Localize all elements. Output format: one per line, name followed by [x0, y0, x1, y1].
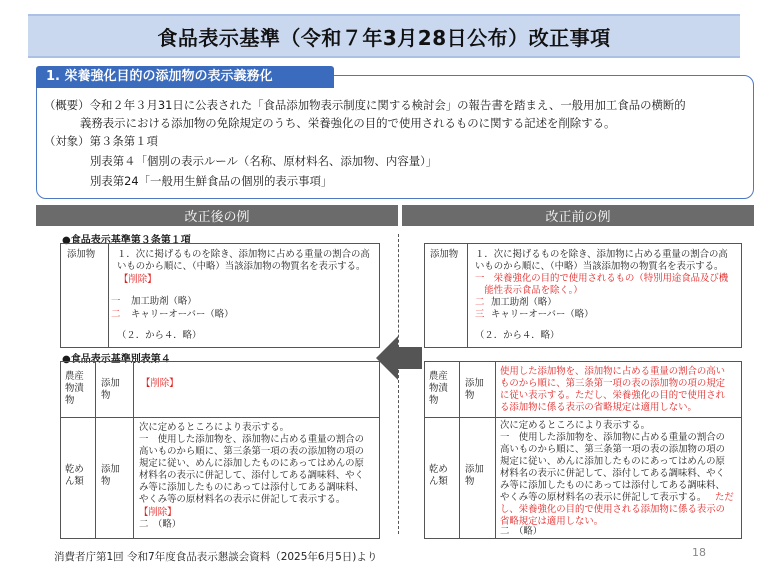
before-t2-row-2-cat-2: ん類	[429, 476, 448, 487]
before-t2-row-1-line-3: に従い表示する。ただし、栄養強化の目的で使用され	[500, 390, 726, 401]
before-t2-row-1-line-1: 使用した添加物を、添加物に占める重量の割合の高い	[500, 366, 726, 377]
before-t1-item-2-num: 三	[475, 309, 485, 320]
before-t1-item-2-text: キャリーオーバー（略）	[491, 309, 594, 320]
footer-source: 消費者庁第1回 令和7年度食品表示懇談会資料（2025年6月5日)より	[54, 551, 378, 563]
section-label: 1. 栄養強化目的の添加物の表示義務化	[36, 66, 334, 88]
before-t2-row-1-label: 添加	[465, 378, 484, 389]
after-t2-row-1-cat-1: 農産	[65, 371, 84, 382]
after-t2-row-2-line-3: 高いものから順に、第三条第一項の表の添加物の項の	[139, 446, 365, 457]
before-t1-item-1-num: 二	[475, 297, 485, 308]
page-number: 18	[692, 546, 706, 559]
before-t2-row-1-cat-1: 農産	[429, 371, 448, 382]
before-t1-line-2: いものから順に、（中略）当該添加物の物質名を表示する。	[475, 261, 724, 272]
after-t2-row-2-label-2: 物	[101, 476, 111, 487]
after-t2-row-2-cat-1: 乾め	[65, 464, 84, 475]
after-t2-row-2-deleted: 【削除】	[139, 507, 177, 518]
after-t1-item-1-num: 一	[111, 296, 121, 307]
before-t2-row-2-line-6: み等に添加したものにあっては添付してある調味料、	[500, 480, 725, 491]
after-t1-line-2: いものから順に、（中略）当該添加物の物質名を表示する。	[117, 261, 366, 272]
before-t2-row-1-line-4: る添加物に係る表示の省略規定は適用しない。	[500, 402, 697, 413]
after-t2-row-2-line-5: 材料名の表示に併記して、添付してある調味料、やく	[139, 470, 364, 481]
after-t2-row-2-last: 二 （略）	[139, 519, 182, 530]
before-table-2	[424, 361, 742, 539]
before-t2-row-2-label-2: 物	[465, 476, 475, 487]
before-t2-row-2-line-1: 次に定めるところにより表示する。	[500, 420, 651, 431]
before-t1-omit: （２．から４．略）	[475, 330, 560, 341]
after-t2-row-2-label: 添加	[101, 464, 120, 475]
before-t2-row-2-red-1: ただ	[715, 492, 734, 503]
before-t2-row-1-cat-2: 物漬	[429, 383, 448, 394]
before-t2-row-1-cat-3: 物	[429, 395, 439, 406]
before-table-1	[424, 243, 742, 348]
after-t2-row-2-line-4: 規定に従い、めんに添加したものにあってはめんの原	[139, 458, 364, 469]
before-t1-item-1-text: 加工助剤（略）	[491, 297, 557, 308]
after-header-label: 改正後の例	[184, 210, 250, 225]
after-table-2	[60, 361, 380, 539]
before-t2-row-2-line-5: 材料名の表示に併記して、添付してある調味料、やく	[500, 468, 725, 479]
before-t2-row-2-line-2: 一 使用した添加物を、添加物に占める重量の割合の	[500, 432, 726, 443]
before-header	[402, 205, 754, 226]
after-t2-row-1-deleted: 【削除】	[141, 378, 179, 389]
after-t1-line-1: １．次に掲げるものを除き、添加物に占める重量の割合の高	[117, 249, 370, 260]
before-header-label: 改正前の例	[545, 210, 611, 225]
before-t2-row-2-red-2: し、栄養強化の目的で使用される添加物に係る表示の	[500, 504, 726, 515]
after-note-2: ●食品表示基準別表第４	[62, 354, 171, 365]
after-t2-row-2-line-2: 一 使用した添加物を、添加物に占める重量の割合の	[139, 434, 365, 445]
after-t1-item-2-text: キャリーオーバー（略）	[131, 309, 234, 320]
before-t2-row-2-line-7: やくみ等の原材料名の表示に併記して表示する。	[500, 492, 707, 503]
before-t2-row-2-cat-1: 乾め	[429, 464, 448, 475]
before-t2-row-2-red-3: 省略規定は適用しない。	[500, 516, 604, 527]
before-t2-row-1-line-2: ものから順に、第三条第一項の表の添加物の項の規定	[500, 378, 726, 389]
after-t2-row-1-label: 添加	[101, 378, 120, 389]
before-t2-row-1-label-2: 物	[465, 390, 475, 401]
left-arrow-icon	[376, 333, 422, 383]
after-t2-row-1-cat-3: 物	[65, 395, 75, 406]
after-t1-item-2-num: 二	[111, 309, 121, 320]
title-bar	[28, 14, 740, 58]
after-t2-row-1-cat-2: 物漬	[65, 383, 84, 394]
after-note-1: ●食品表示基準第３条第１項	[62, 235, 191, 246]
after-t2-row-2-line-1: 次に定めるところにより表示する。	[139, 422, 290, 433]
after-header	[36, 205, 398, 226]
before-t2-row-2-line-4: 規定に従い、めんに添加したものにあってはめんの原	[500, 456, 725, 467]
before-t2-row-2-label: 添加	[465, 464, 484, 475]
target-line-1: （対象）第３条第１項	[44, 134, 158, 148]
target-line-3: 別表第24「一般用生鮮食品の個別的表示事項」	[90, 174, 333, 188]
before-t2-row-2-last: 二 （略）	[500, 526, 543, 537]
before-t2-row-2-line-3: 高いものから順に、第三条第一項の表の添加物の項の	[500, 444, 726, 455]
after-t1-item-1-text: 加工助剤（略）	[131, 296, 197, 307]
after-t1-omit: （２．から４．略）	[117, 330, 202, 341]
after-t2-row-2-line-7: やくみ等の原材料名の表示に併記して表示する。	[139, 494, 346, 505]
before-t1-red-1: 一 栄養強化の目的で使用されるもの（特別用途食品及び機	[475, 273, 729, 284]
after-table-1	[60, 243, 380, 348]
target-line-2: 別表第４「個別の表示ルール（名称、原材料名、添加物、内容量）」	[90, 154, 438, 168]
after-t2-row-1-label-2: 物	[101, 390, 111, 401]
overview-line-2: 義務表示における添加物の免除規定のうち、栄養強化の目的で使用されるものに関する記述を削除する。	[80, 116, 616, 130]
overview-line-1: （概要）令和２年３月31日に公表された「食品添加物表示制度に関する検討会」の報告書を踏まえ、一般用加工食品の横断的	[44, 98, 686, 112]
before-t1-line-1: １．次に掲げるものを除き、添加物に占める重量の割合の高	[475, 249, 728, 260]
after-t2-row-2-line-6: み等に添加したものにあっては添付してある調味料、	[139, 482, 364, 493]
page-title: 食品表示基準（令和７年3月28日公布）改正事項	[157, 25, 611, 50]
before-t1-red-2: 能性表示食品を除く。）	[475, 285, 583, 296]
after-t1-label: 添加物	[67, 249, 96, 260]
after-t2-row-2-cat-2: ん類	[65, 476, 84, 487]
after-t1-deleted: 【削除】	[119, 274, 157, 285]
before-t1-label: 添加物	[430, 249, 459, 260]
column-divider	[398, 234, 399, 534]
